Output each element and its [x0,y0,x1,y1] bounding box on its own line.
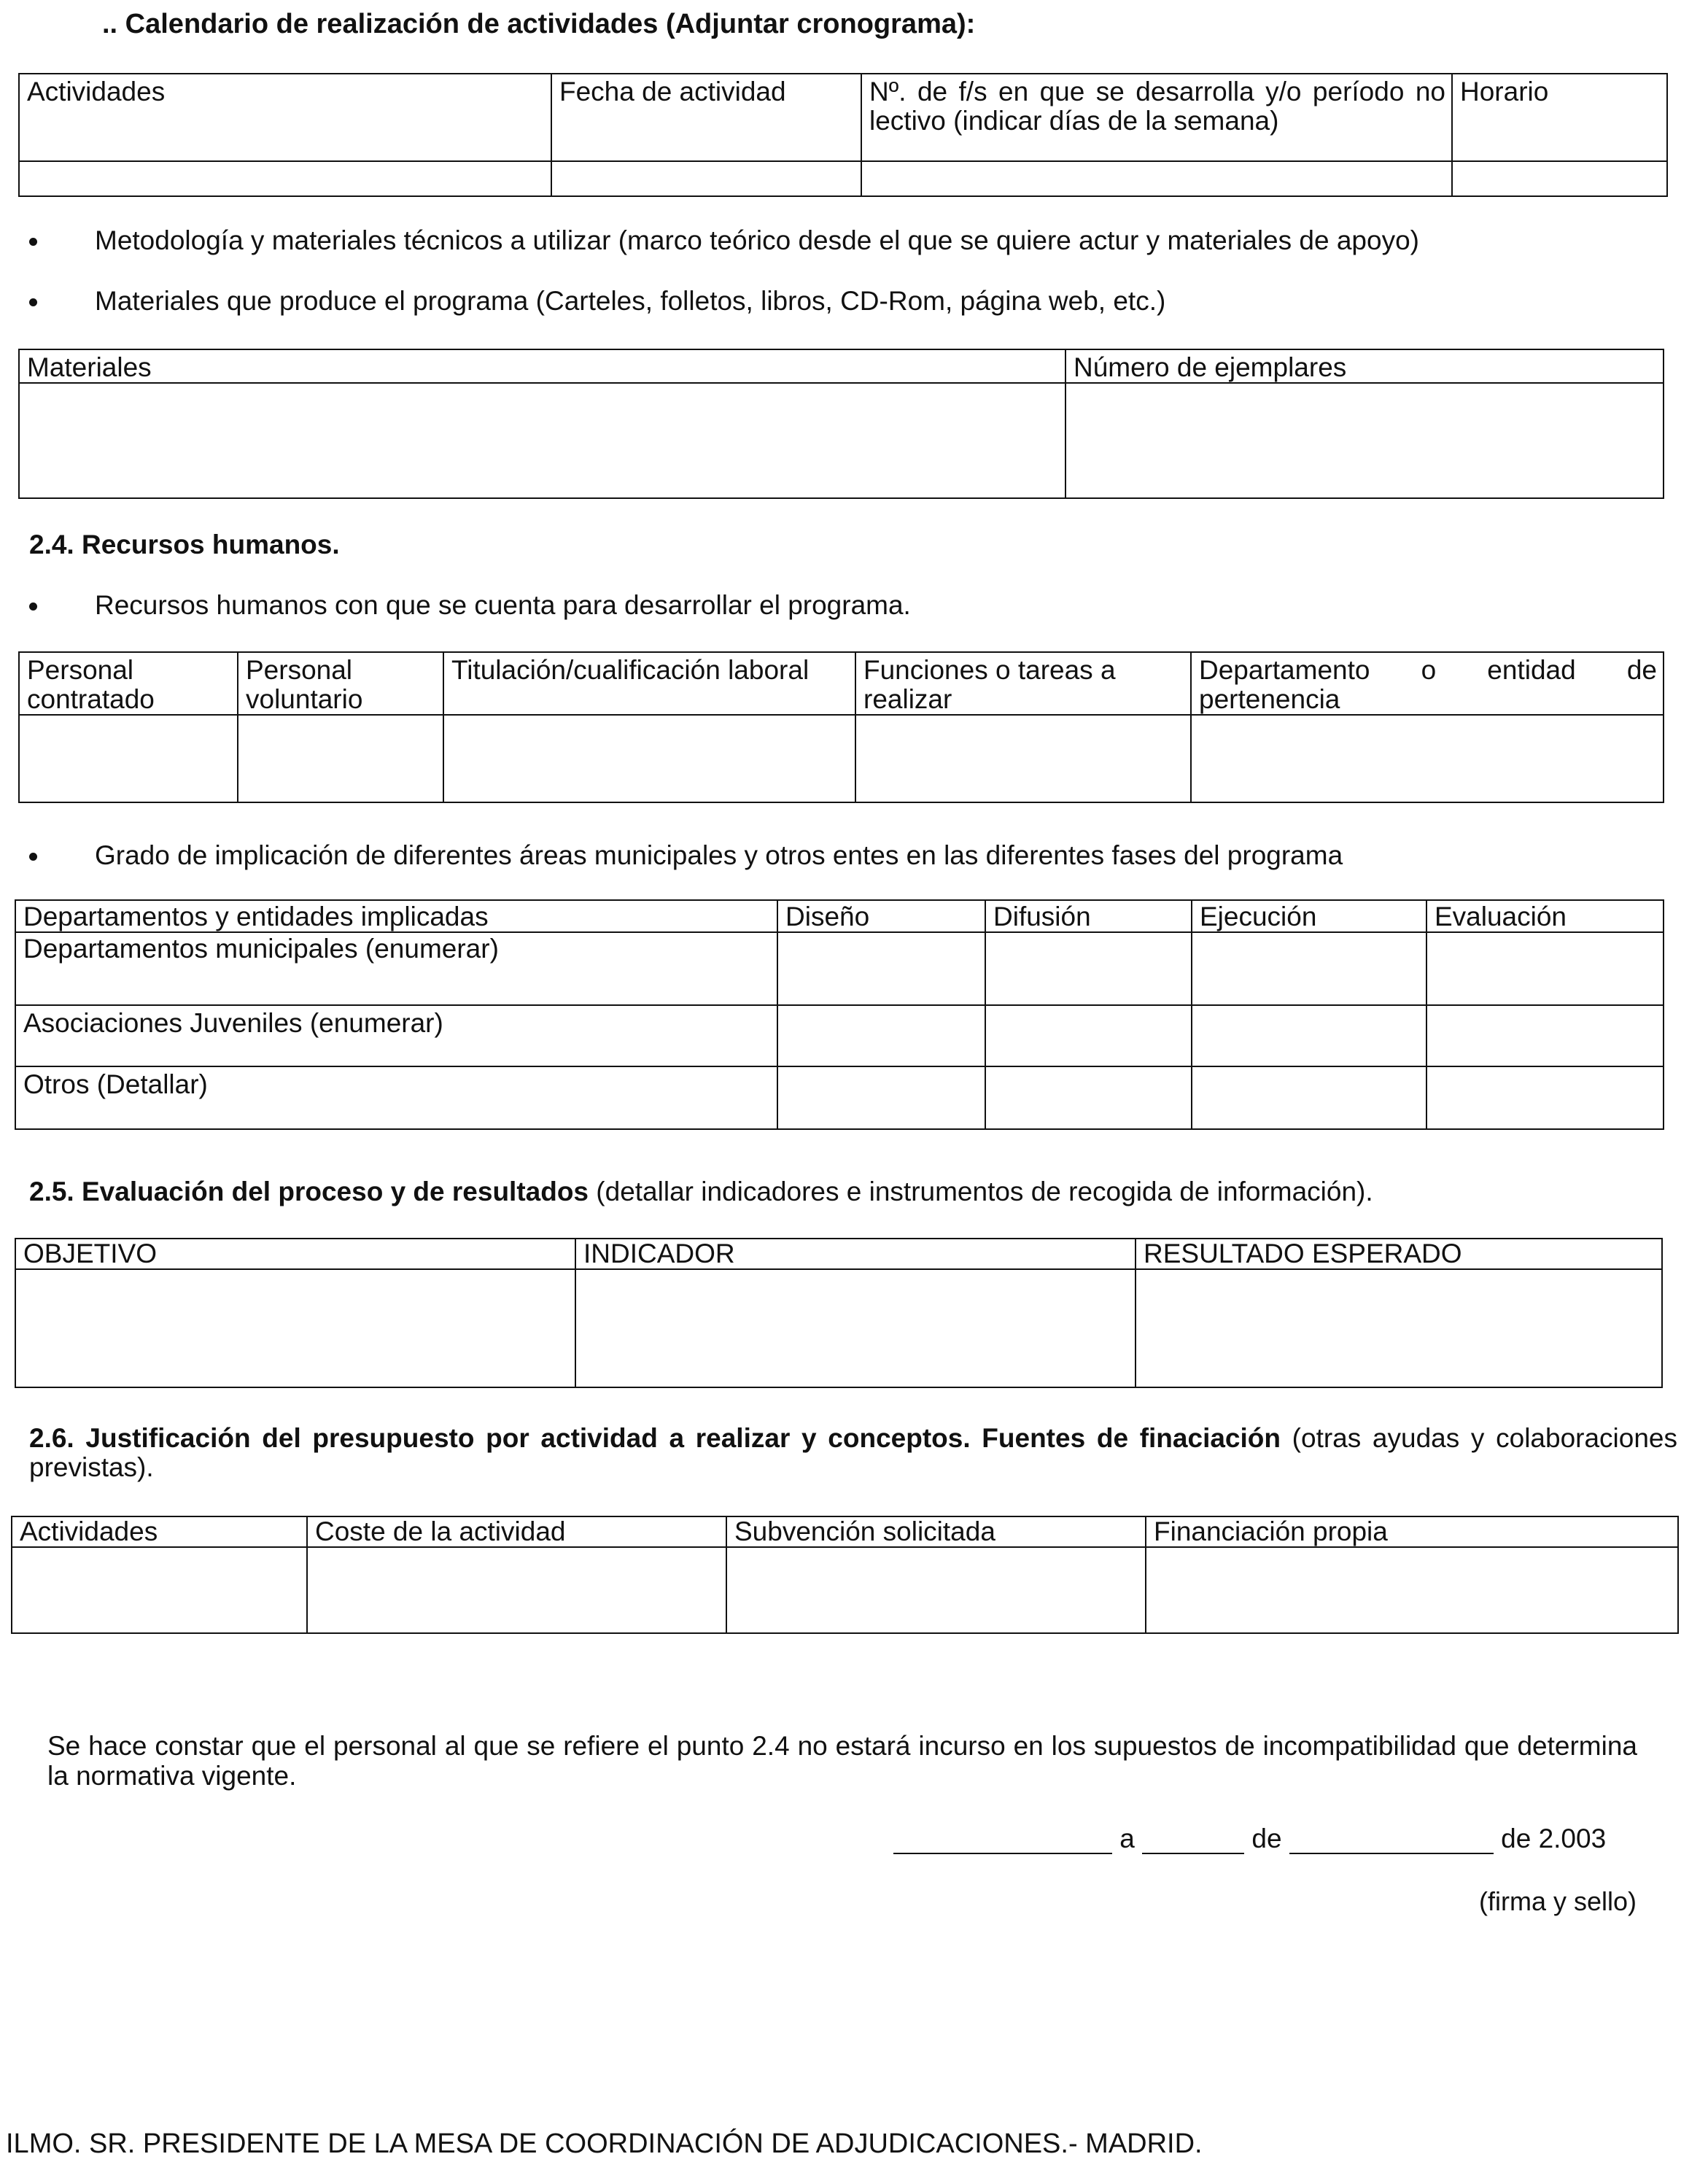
evaluation-table [15,1238,1663,1388]
bullet-human-resources: Recursos humanos con que se cuenta para desarrollar el programa. [95,591,1626,620]
section-2-5-heading: 2.5. Evaluación del proceso y de resultados (detallar indicadores e instrumentos de recogida de información). [29,1177,1373,1206]
involvement-header-entities: Departamentos y entidades implicadas [16,901,777,933]
section-2-4-heading: 2.4. Recursos humanos. [29,530,340,559]
involvement-cell[interactable] [985,1005,1192,1066]
involvement-table [15,899,1664,1130]
declaration-text: Se hace constar que el personal al que se refiere el punto 2.4 no estará incurso en los supuestos de incompatibilidad que determina la normativa vigente. [47,1731,1637,1791]
involvement-cell[interactable] [778,933,985,1003]
budget-cell[interactable] [1146,1547,1678,1633]
involvement-row-label: Asociaciones Juveniles (enumerar) [15,1005,777,1066]
involvement-cell[interactable] [777,1005,985,1066]
bullet-materials: Materiales que produce el programa (Carteles, folletos, libros, CD-Rom, página web, etc.) [95,287,1692,316]
calendar-cell[interactable] [861,161,1452,196]
budget-header-activities: Actividades [12,1516,307,1547]
involvement-cell[interactable] [1192,1066,1426,1129]
bullet-icon [29,298,37,306]
involvement-header-execution: Ejecución [1192,901,1426,933]
involvement-header-design: Diseño [778,901,985,933]
bullet-methodology: Metodología y materiales técnicos a utilizar (marco teórico desde el que se quiere actur y materiales de apoyo) [95,226,1692,255]
calendar-cell[interactable] [1452,161,1667,196]
hr-cell[interactable] [855,715,1191,802]
calendar-header-date: Fecha de actividad [551,74,861,161]
hr-header-qualification: Titulación/cualificación laboral [443,652,855,715]
budget-cell[interactable] [726,1547,1146,1633]
evaluation-header-objective: OBJETIVO [15,1239,575,1269]
materials-cell[interactable] [1065,383,1664,498]
materials-header-materials: Materiales [19,349,1065,383]
budget-cell[interactable] [307,1547,726,1633]
budget-header-cost: Coste de la actividad [307,1516,726,1547]
month-field[interactable] [1289,1828,1494,1854]
calendar-cell[interactable] [19,161,551,196]
section-2-6-heading: 2.6. Justificación del presupuesto por actividad a realizar y conceptos. Fuentes de finaciación (otras ayudas y colaboraciones previstas). [29,1423,1677,1482]
involvement-cell[interactable] [777,1066,985,1129]
evaluation-header-result: RESULTADO ESPERADO [1136,1239,1662,1269]
human-resources-table [18,651,1664,803]
involvement-cell[interactable] [985,1066,1192,1129]
bullet-icon [29,238,37,246]
calendar-header-activities: Actividades [19,74,551,161]
calendar-cell[interactable] [551,161,861,196]
calendar-heading: .. Calendario de realización de actividades (Adjuntar cronograma): [102,9,976,39]
hr-cell[interactable] [1191,715,1664,802]
hr-cell[interactable] [238,715,443,802]
evaluation-cell[interactable] [1136,1269,1662,1387]
involvement-header-evaluation: Evaluación [1427,901,1663,933]
involvement-header-diffusion: Difusión [986,901,1191,933]
materials-header-copies: Número de ejemplares [1065,349,1664,383]
calendar-table [18,73,1668,197]
involvement-cell[interactable] [1192,1005,1426,1066]
involvement-cell[interactable] [986,933,1191,1003]
materials-cell[interactable] [19,383,1065,498]
hr-header-contracted: Personal contratado [19,652,238,715]
involvement-cell[interactable] [1426,1066,1664,1129]
hr-cell[interactable] [443,715,855,802]
date-line: a de de 2.003 [893,1824,1606,1854]
evaluation-header-indicator: INDICADOR [575,1239,1136,1269]
involvement-row-label: Departamentos municipales (enumerar) [23,934,499,964]
bullet-icon [29,603,37,611]
day-field[interactable] [1142,1828,1244,1854]
involvement-cell[interactable] [1427,933,1663,1003]
hr-cell[interactable] [19,715,238,802]
calendar-header-days: Nº. de f/s en que se desarrolla y/o período no lectivo (indicar días de la semana) [861,74,1452,161]
budget-header-own-funding: Financiación propia [1146,1516,1678,1547]
evaluation-cell[interactable] [15,1269,575,1387]
budget-cell[interactable] [12,1547,307,1633]
involvement-row-label: Otros (Detallar) [15,1066,777,1129]
hr-header-department: Departamento o entidad de pertenencia [1191,652,1664,715]
place-field[interactable] [893,1828,1112,1854]
budget-table [11,1516,1679,1634]
footer-addressee: ILMO. SR. PRESIDENTE DE LA MESA DE COORDINACIÓN DE ADJUDICACIONES.- MADRID. [6,2128,1203,2159]
involvement-cell[interactable] [1426,1005,1664,1066]
budget-header-subsidy: Subvención solicitada [726,1516,1146,1547]
materials-table [18,349,1664,499]
hr-header-volunteer: Personal voluntario [238,652,443,715]
calendar-header-schedule: Horario [1452,74,1667,161]
involvement-cell[interactable] [1192,933,1426,1003]
hr-header-functions: Funciones o tareas a realizar [855,652,1191,715]
signature-note: (firma y sello) [1479,1886,1637,1916]
evaluation-cell[interactable] [575,1269,1136,1387]
bullet-involvement: Grado de implicación de diferentes áreas municipales y otros entes en las diferentes fases del programa [95,841,1670,870]
bullet-icon [29,853,37,861]
